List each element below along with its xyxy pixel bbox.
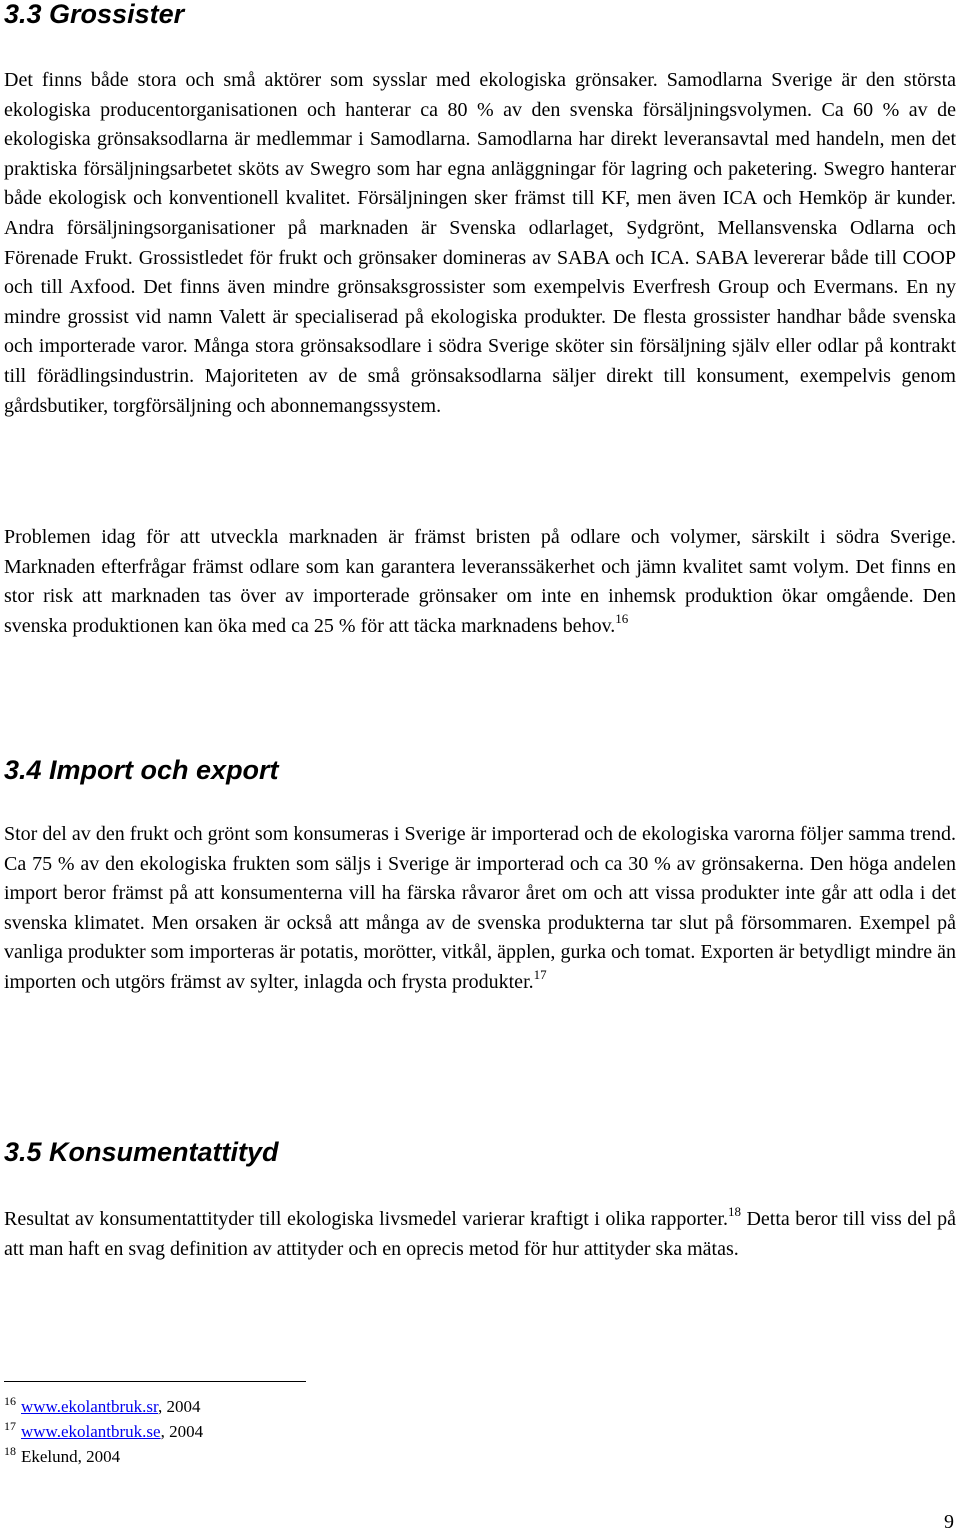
footnote-ref-18[interactable]: 18 bbox=[727, 1204, 741, 1219]
footnote-ref-16[interactable]: 16 bbox=[615, 610, 629, 626]
section-heading-konsumentattityd: 3.5 Konsumentattityd bbox=[4, 1137, 279, 1167]
footnotes bbox=[4, 1394, 604, 1469]
footnote-ref-17[interactable]: 17 bbox=[533, 966, 547, 982]
footnote-16: $^{16}$ www.ekolantbruk.sr, 2004 bbox=[4, 1394, 201, 1416]
footnote-link-17[interactable]: www.ekolantbruk.se bbox=[21, 1422, 161, 1441]
paragraph-grossister-2: Problemen idag för att utveckla marknaden är främst bristen på odlare och volymer, särskilt i södra Sverige. Marknaden efterfrågar främst odlare som kan garantera leveranssäkerhet och jämn kvalitet samt volym. Det finns en stor risk att marknaden tas över av importerade grönsaker om inte en inhemsk produktion ökar omgående. Den svenska produktionen kan öka med ca 25 % för att täcka marknadens behov.$^{16}$ bbox=[4, 526, 956, 637]
paragraph-grossister-1: Det finns både stora och små aktörer som sysslar med ekologiska grönsaker. Samodlarna Sverige är den största ekologiska producentorganisationen och hanterar ca 80 % av den svenska försäljningsvolymen. Ca 60 % av de ekologiska grönsaksodlarna är medlemmar i Samodlarna. Samodlarna har direkt leveransavtal med handeln, men det praktiska försäljningsarbetet sköts av Swegro som har egna anläggningar för lagring och paketering. Swegro hanterar både ekologisk och konventionell kvalitet. Försäljningen sker främst till KF, men även ICA och Hemköp är kunder. Andra försäljningsorganisationer på marknaden är Svenska odlarlaget, Sydgrönt, Mellansvenska Odlarna och Förenade Frukt. Grossistledet för frukt och grönsaker domineras av SABA och ICA. SABA levererar både till COOP och till Axfood. Det finns även mindre grönsaksgrossister som exempelvis Everfresh Group och Evermans. En ny mindre grossist vid namn Valett är specialiserad på ekologiska produkter. De flesta grossister handhar både svenska och importerade varor. Många stora grönsaksodlare i södra Sverige sköter sin försäljning själv eller odlar på kontrakt till förädlingsindustrin. Majoriteten av de små grönsaksodlarna säljer direkt till konsument, exempelvis genom gårdsbutiker, torgförsäljning och abonnemangssystem. bbox=[4, 69, 956, 417]
section-heading-grossister: 3.3 Grossister bbox=[4, 0, 185, 29]
footnote-link-16[interactable]: www.ekolantbruk.sr bbox=[21, 1397, 159, 1416]
footnote-divider bbox=[4, 1381, 306, 1382]
footnote-17: $^{17}$ www.ekolantbruk.se, 2004 bbox=[4, 1419, 204, 1441]
page-number: 9 bbox=[944, 1511, 954, 1533]
section-heading-import-export: 3.4 Import och export bbox=[4, 755, 279, 785]
paragraph-konsumentattityd: Resultat av konsumentattityder till ekologiska livsmedel varierar kraftigt i olika rapporter.$^{18}$ Detta beror till viss del på att man haft en svag definition av attityder och en oprecis metod för hur attityder ska mätas. bbox=[4, 1204, 957, 1260]
paragraph-import-export: Stor del av den frukt och grönt som konsumeras i Sverige är importerad och de ekologiska varorna följer samma trend. Ca 75 % av den ekologiska frukten som säljs i Sverige är importerad och ca 30 % av grönsakerna. Den höga andelen import beror främst på att konsumenterna vill ha färska råvaror året om och att vissa produkter inte går att odla i det svenska klimatet. Men orsaken är också att många av de svenska produkterna tar slut på försommaren. Exempel på vanliga produkter som importeras är potatis, morötter, vitkål, äpplen, gurka och tomat. Exporten är betydligt mindre än importen och utgörs främst av sylter, inlagda och frysta produkter.$^{17}$ bbox=[4, 823, 956, 993]
footnote-18: $^{18}$ Ekelund, 2004 bbox=[4, 1444, 121, 1466]
